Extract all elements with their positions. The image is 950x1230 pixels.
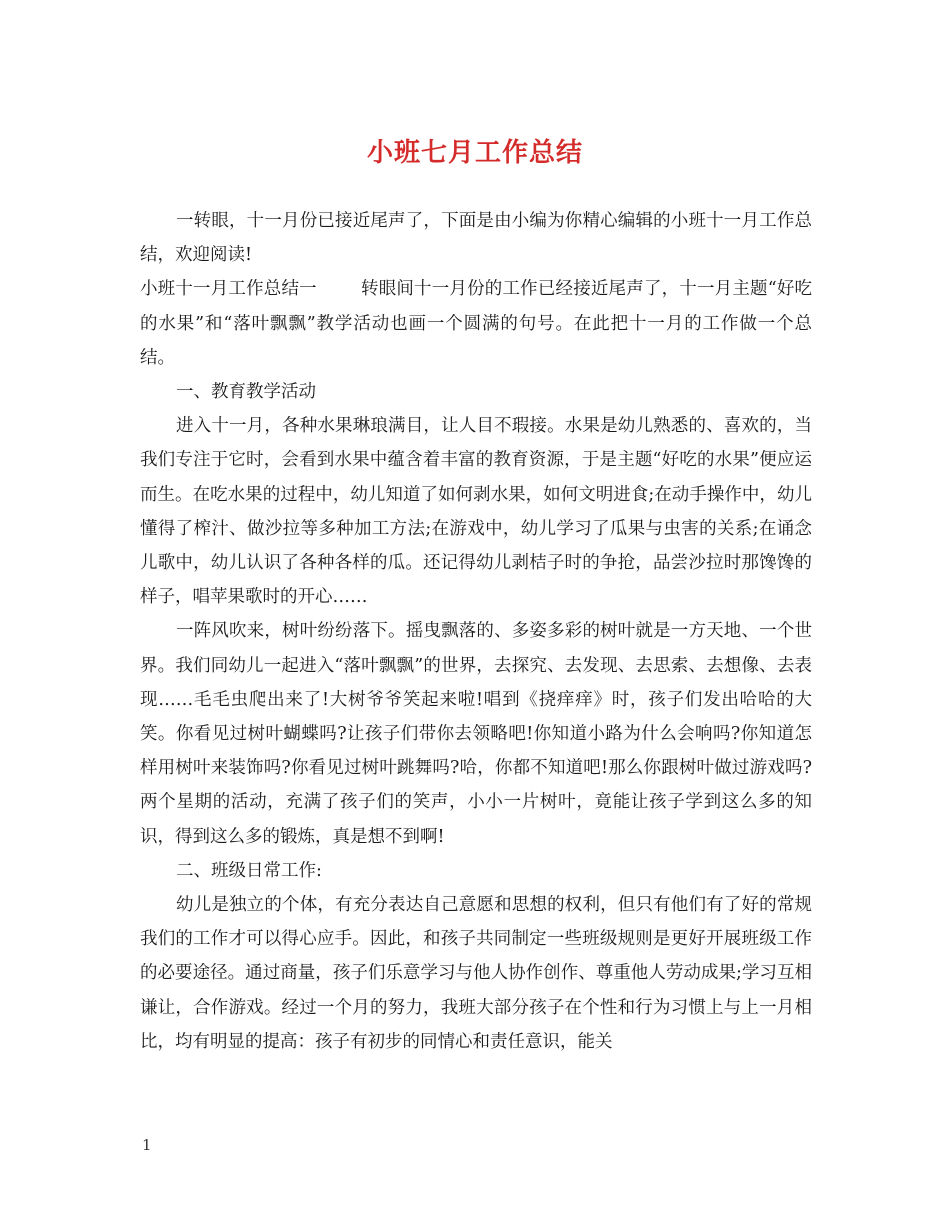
paragraph-fruits: 进入十一月，各种水果琳琅满目，让人目不瑕接。水果是幼儿熟悉的、喜欢的，当我们专注于它时，会看到水果中蕴含着丰富的教育资源，于是主题“好吃的水果”便应运而生。在吃水果的过程中，幼儿知道了如何剥水果，如何文明进食;在动手操作中，幼儿懂得了榨汁、做沙拉等多种加工方法;在游戏中，幼儿学习了瓜果与虫害的关系;在诵念儿歌中，幼儿认识了各种各样的瓜。还记得幼儿剥桔子时的争抢，品尝沙拉时那馋馋的样子，唱苹果歌时的开心…… <box>140 416 812 608</box>
section-intro-paragraph <box>140 272 812 375</box>
page-number: 1 <box>142 1136 152 1154</box>
heading-daily-work: 二、班级日常工作: <box>176 860 322 881</box>
heading-education: 一、教育教学活动 <box>176 382 316 403</box>
document-title: 小班七月工作总结 <box>366 138 583 168</box>
paragraph-class-rules: 幼儿是独立的个体，有充分表达自己意愿和思想的权利，但只有他们有了好的常规我们的工作才可以得心应手。因此，和孩子共同制定一些班级规则是更好开展班级工作的必要途径。通过商量，孩子们乐意学习与他人协作创作、尊重他人劳动成果;学习互相谦让，合作游戏。经过一个月的努力，我班大部分孩子在个性和行为习惯上与上一月相比，均有明显的提高：孩子有初步的同情心和责任意识，能关 <box>140 895 812 1052</box>
section-heading: 小班十一月工作总结一 <box>140 279 317 300</box>
section-intro-text: 转眼间十一月份的工作已经接近尾声了，十一月主题“好吃的水果”和“落叶飘飘”教学活动也画一个圆满的句号。在此把十一月的工作做一个总结。 <box>140 279 813 368</box>
intro-paragraph: 一转眼，十一月份已接近尾声了，下面是由小编为你精心编辑的小班十一月工作总结，欢迎阅读! <box>140 211 812 266</box>
document-body <box>140 204 812 1059</box>
paragraph-leaves: 一阵风吹来，树叶纷纷落下。摇曳飘落的、多姿多彩的树叶就是一方天地、一个世界。我们同幼儿一起进入“落叶飘飘”的世界，去探究、去发现、去思索、去想像、去表现……毛毛虫爬出来了!大树爷爷笑起来啦!唱到《挠痒痒》时，孩子们发出哈哈的大笑。你看见过树叶蝴蝶吗?让孩子们带你去领略吧!你知道小路为什么会响吗?你知道怎样用树叶来装饰吗?你看见过树叶跳舞吗?哈，你都不知道吧!那么你跟树叶做过游戏吗?两个星期的活动，充满了孩子们的笑声，小小一片树叶，竟能让孩子学到这么多的知识，得到这么多的锻炼，真是想不到啊! <box>140 621 812 847</box>
